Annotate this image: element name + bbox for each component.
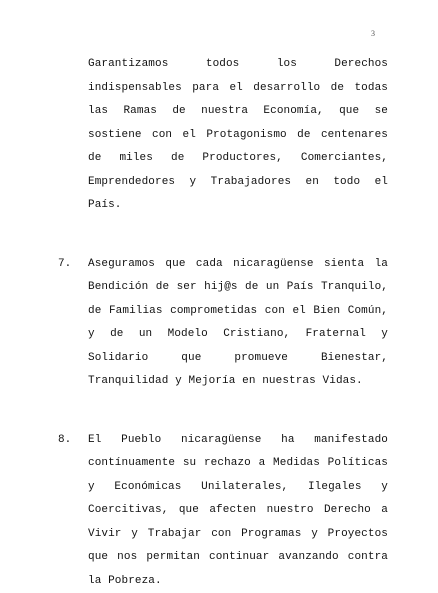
paragraph-text: Aseguramos que cada nicaragüense sienta la Bendición de ser hij@s de un País Tranquilo, de Familias comprometidas con el Bien Común, y de un Modelo Cristiano, Fraternal y Solidario que promueve Bienestar, Tranquilidad y Mejoría en nuestras Vidas. [88,253,388,394]
paragraph-text: El Pueblo nicaragüense ha manifestado contínuamente su rechazo a Medidas Políticas y Económicas Unilaterales, Ilegales y Coercitivas, que afecten nuestro Derecho a Vivir y Trabajar con Programas y Proyectos que nos permitan continuar avanzando contra la Pobreza. [88,429,388,593]
paragraph-continuation [58,53,388,218]
paragraph-text: Garantizamos todos los Derechos indispensables para el desarrollo de todas las Ramas de nuestra Economía, que se sostiene con el Protagonismo de centenares de miles de Productores, Comerciantes, Emprendedores y Trabajadores en todo el País. [88,53,388,218]
paragraph-number: 8. [58,429,71,453]
paragraph-8 [58,429,388,593]
page-number: 3 [371,30,375,38]
paragraph-7 [58,253,388,394]
paragraph-number: 7. [58,253,71,277]
document-body [58,53,388,593]
